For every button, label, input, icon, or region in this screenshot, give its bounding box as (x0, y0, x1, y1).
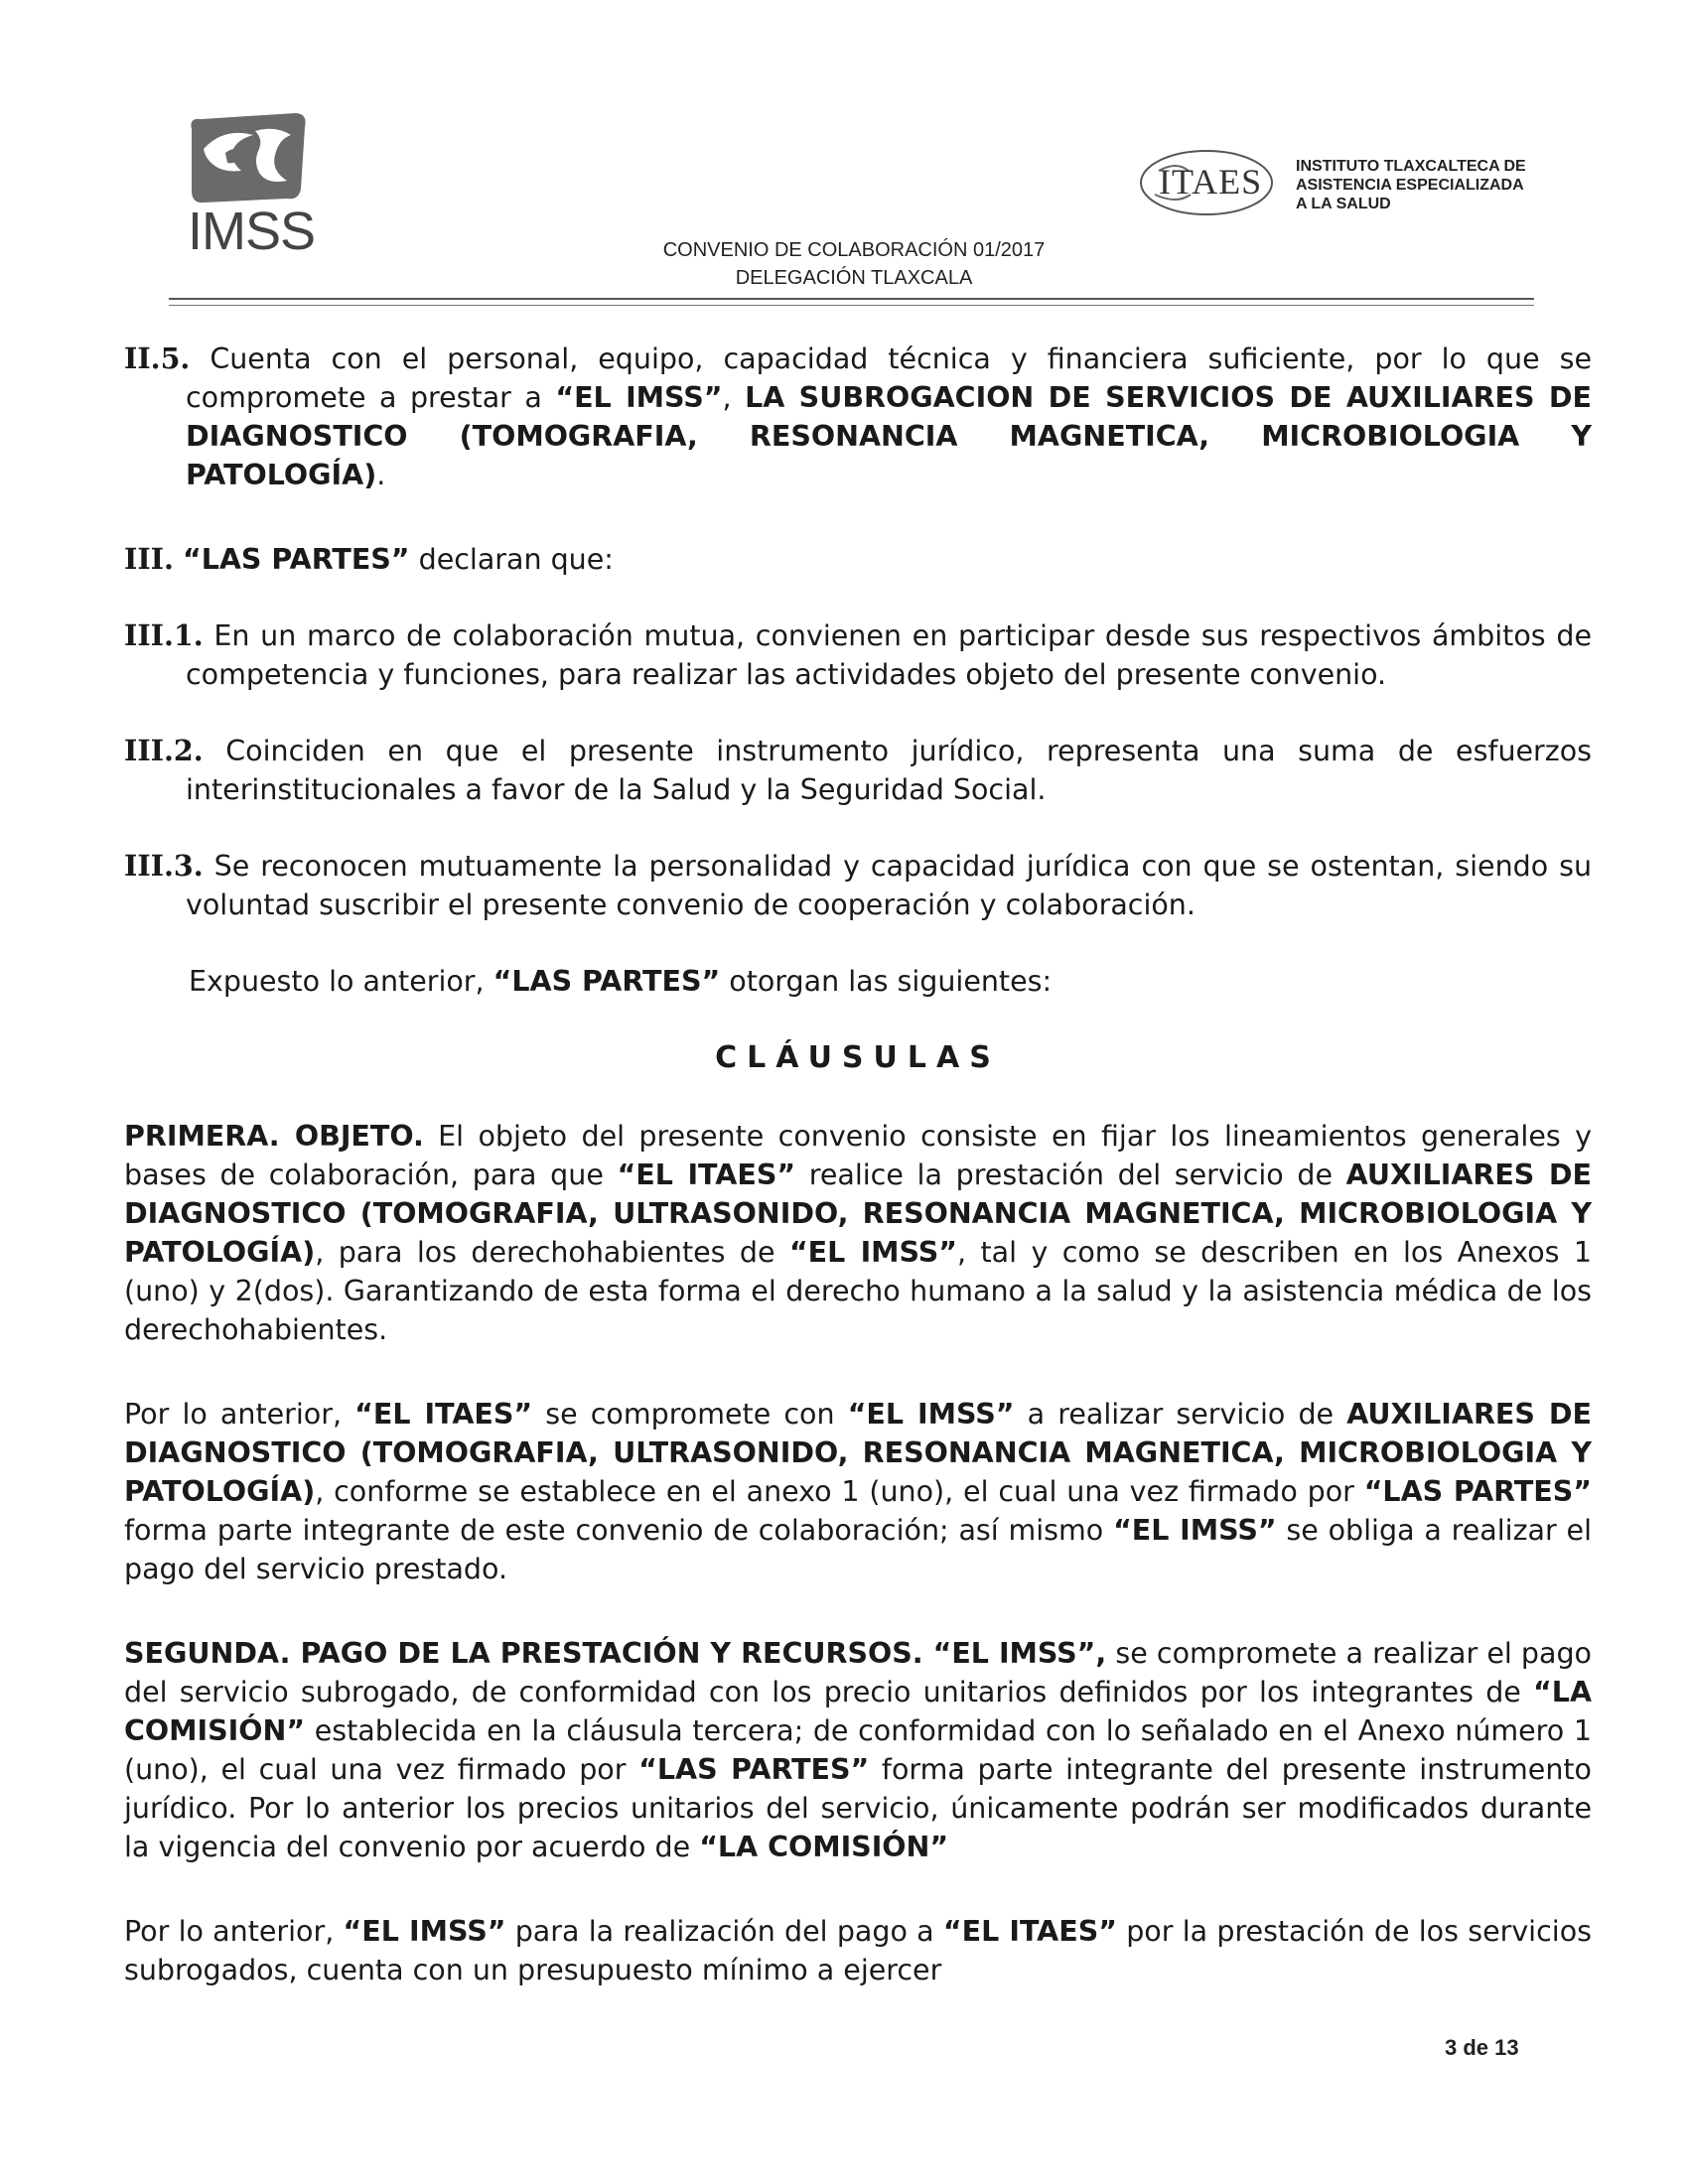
page-number: 3 de 13 (1445, 2035, 1519, 2060)
bold-text: LA SUBROGACION DE SERVICIOS DE AUXILIARES DE DIAGNOSTICO (TOMOGRAFIA, RESONANCIA MAGNETICA, MICROBIOLOGIA Y PATOLOGÍA) (186, 381, 1592, 491)
text: , (722, 381, 746, 414)
bold-text: “EL IMSS” (1113, 1514, 1277, 1547)
text: Por lo anterior, (124, 1398, 355, 1431)
text: para la realización del pago a (505, 1915, 943, 1948)
bold-text: “EL ITAES” (617, 1159, 796, 1191)
text: , conforme se establece en el anexo 1 (uno), el cual una vez firmado por (315, 1475, 1364, 1508)
bold-text: “EL IMSS”, (922, 1637, 1107, 1670)
bold-text: “LAS PARTES” (492, 965, 721, 998)
clausulas-heading: CLÁUSULAS (715, 1040, 1001, 1075)
imss-emblem-icon (184, 109, 313, 208)
bold-text: “EL ITAES” (354, 1398, 533, 1431)
section-number: III.1. (124, 618, 204, 652)
text: En un marco de colaboración mutua, convienen en participar desde sus respectivos ámbitos de competencia y funciones, para realizar las actividades objeto del presente convenio. (186, 619, 1592, 691)
itaes-logo-text: ITAES (1159, 162, 1263, 202)
text: forma parte integrante de este convenio de colaboración; así mismo (124, 1514, 1114, 1547)
bold-text: “EL IMSS” (343, 1915, 506, 1948)
bold-text: AUXILIARES DE DIAGNOSTICO (TOMOGRAFIA, ULTRASONIDO, RESONANCIA MAGNETICA, MICROBIOLOGIA Y PATOLOGÍA) (124, 1159, 1592, 1269)
bold-text: “LAS PARTES” (1363, 1475, 1593, 1508)
institution-line-2: ASISTENCIA ESPECIALIZADA (1296, 177, 1524, 194)
text: Cuenta con el personal, equipo, capacidad técnica y financiera suficiente, por lo que se compromete a prestar a (186, 342, 1592, 414)
clausula-segunda-paragraph-2 (124, 1912, 1592, 1989)
clausula-primera (124, 1117, 1592, 1349)
text: Coinciden en que el presente instrumento jurídico, representa una suma de esfuerzos interinstitucionales a favor de la Salud y la Seguridad Social. (186, 735, 1593, 806)
section-number: III.3. (124, 849, 204, 883)
delegacion-title: DELEGACIÓN TLAXCALA (735, 267, 973, 289)
imss-logo-text: IMSS (188, 202, 316, 261)
section-iii3 (124, 847, 1592, 924)
text: se compromete a realizar el pago del servicio subrogado, de conformidad con los precio unitarios definidos por los integrantes de (124, 1637, 1592, 1708)
text: Expuesto lo anterior, (189, 965, 493, 998)
text: , para los derechohabientes de (315, 1236, 789, 1269)
section-ii5 (124, 340, 1592, 494)
text: forma parte integrante del presente instrumento jurídico. Por lo anterior los precios unitarios del servicio, únicamente podrán ser modificados durante la vigencia del convenio por acuerdo de (124, 1753, 1592, 1863)
bold-text: “EL IMSS” (555, 381, 723, 414)
bold-text: “LA COMISIÓN” (124, 1676, 1592, 1747)
convenio-title: CONVENIO DE COLABORACIÓN 01/2017 (662, 239, 1046, 261)
text: se compromete con (532, 1398, 848, 1431)
document-body (124, 340, 1592, 1989)
bold-text: AUXILIARES DE DIAGNOSTICO (TOMOGRAFIA, ULTRASONIDO, RESONANCIA MAGNETICA, MICROBIOLOGIA Y PATOLOGÍA) (124, 1398, 1592, 1508)
bold-text: “LAS PARTES” (638, 1753, 870, 1786)
text: Se reconocen mutuamente la personalidad y capacidad jurídica con que se ostentan, siendo su voluntad suscribir el presente convenio de cooperación y colaboración. (186, 850, 1593, 921)
text: , tal y como se describen en los Anexos 1 (uno) y 2(dos). Garantizando de esta forma el derecho humano a la salud y la asistencia médica de los derechohabientes. (124, 1236, 1592, 1346)
section-number: II.5. (124, 341, 191, 375)
bold-text: “LAS PARTES” (182, 543, 410, 576)
clausula-segunda (124, 1634, 1592, 1866)
text: El objeto del presente convenio consiste en fijar los lineamientos generales y bases de colaboración, para que (124, 1120, 1592, 1191)
text: declaran que: (409, 543, 614, 576)
section-number: III.2. (124, 734, 204, 767)
text: a realizar servicio de (1014, 1398, 1347, 1431)
bold-text: “EL IMSS” (788, 1236, 958, 1269)
bold-text: “EL IMSS” (847, 1398, 1015, 1431)
header-divider (169, 298, 1534, 306)
text: otorgan las siguientes: (720, 965, 1053, 998)
text: realice la prestación del servicio de (795, 1159, 1346, 1191)
expuesto-paragraph (124, 962, 1592, 1001)
text: Por lo anterior, (124, 1915, 344, 1948)
institution-name (1296, 157, 1526, 213)
itaes-logo (1137, 147, 1276, 218)
text: . (376, 459, 386, 491)
text: establecida en la cláusula tercera; de conformidad con lo señalado en el Anexo número 1 (uno), el cual una vez firmado por (124, 1714, 1592, 1786)
section-iii2 (124, 732, 1592, 809)
section-iii1 (124, 616, 1592, 694)
clause-heading: SEGUNDA. PAGO DE LA PRESTACIÓN Y RECURSOS. (124, 1637, 923, 1670)
section-number: III. (124, 542, 174, 576)
bold-text: “EL ITAES” (942, 1915, 1117, 1948)
section-iii (124, 540, 1592, 579)
document-header (556, 236, 1152, 292)
institution-line-1: INSTITUTO TLAXCALTECA DE (1296, 158, 1526, 175)
clause-heading: PRIMERA. OBJETO. (124, 1120, 424, 1153)
clausula-primera-paragraph-2 (124, 1395, 1592, 1588)
text: se obliga a realizar el pago del servicio prestado. (124, 1514, 1592, 1585)
institution-line-3: A LA SALUD (1296, 196, 1391, 212)
bold-text: “LA COMISIÓN” (699, 1831, 949, 1863)
imss-logo (184, 109, 333, 261)
text: por la prestación de los servicios subrogados, cuenta con un presupuesto mínimo a ejercer (124, 1915, 1592, 1986)
